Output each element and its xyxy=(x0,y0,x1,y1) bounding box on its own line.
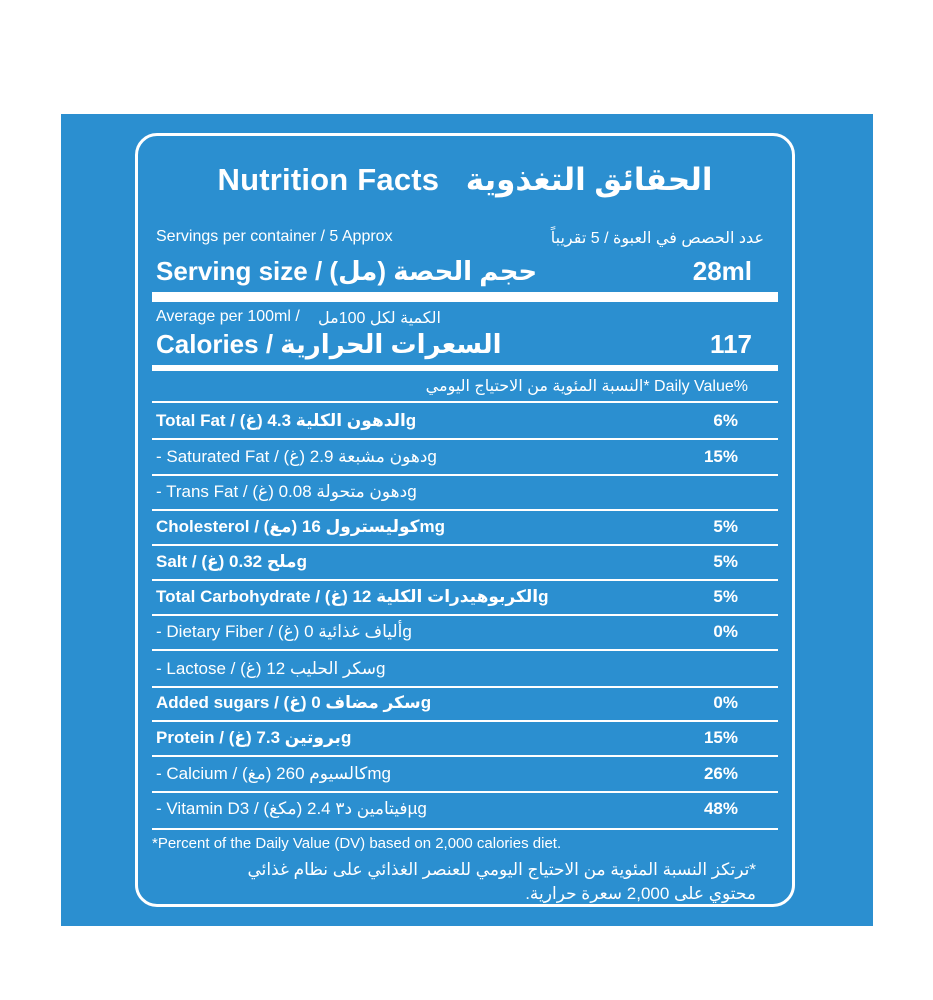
nutrient-percent: 6% xyxy=(713,411,738,430)
footnote-ar-line2: محتوي على 2,000 سعرة حرارية. xyxy=(525,884,756,903)
nutrient-label: Protein / (غ) بروتين 7.3g xyxy=(156,728,352,747)
nutrient-row xyxy=(154,477,776,507)
nutrient-label: - Dietary Fiber / (غ) ألياف غذائية 0g xyxy=(156,622,412,641)
nutrient-row xyxy=(154,512,776,542)
nutrient-row xyxy=(154,794,776,824)
nutrient-percent: 5% xyxy=(713,517,738,536)
nutrient-row xyxy=(154,582,776,612)
nutrient-label: - Saturated Fat / (غ) دهون مشبعة 2.9g xyxy=(156,447,437,466)
divider xyxy=(152,401,778,403)
nutrient-label: Cholesterol / (مغ) كوليسترول 16mg xyxy=(156,517,446,536)
nutrient-row xyxy=(154,617,776,647)
calories-label: Calories / السعرات الحرارية xyxy=(156,329,502,359)
nutrient-percent: 0% xyxy=(713,693,738,712)
daily-value-header: النسبة المئوية من الاحتياج اليومي* Daily Value% xyxy=(425,378,748,395)
row-divider xyxy=(152,438,778,440)
nutrient-row xyxy=(154,654,776,684)
serving-size-label: Serving size / (مل) حجم الحصة xyxy=(156,256,538,286)
row-divider xyxy=(152,791,778,793)
bottom-divider xyxy=(152,828,778,830)
nutrient-label: - Lactose / (غ) سكر الحليب 12g xyxy=(156,659,386,678)
nutrient-label: Added sugars / (غ) سكر مضاف 0g xyxy=(156,693,432,712)
medium-divider xyxy=(152,365,778,371)
row-divider xyxy=(152,720,778,722)
nutrient-label: - Calcium / (مغ) كالسيوم 260mg xyxy=(156,764,391,783)
nutrient-row xyxy=(154,759,776,789)
nutrition-facts-card xyxy=(135,133,795,907)
row-divider xyxy=(152,509,778,511)
row-divider xyxy=(152,755,778,757)
title-en: Nutrition Facts xyxy=(217,162,440,197)
nutrient-row xyxy=(154,688,776,718)
row-divider xyxy=(152,544,778,546)
nutrient-percent: 15% xyxy=(703,447,738,466)
calories-value: 117 xyxy=(710,329,752,359)
row-divider xyxy=(152,614,778,616)
nutrient-percent: 26% xyxy=(703,764,738,783)
row-divider xyxy=(152,579,778,581)
servings-en: Servings per container / 5 Approx xyxy=(156,228,393,245)
nutrient-percent: 0% xyxy=(713,622,738,641)
row-divider xyxy=(152,649,778,651)
nutrient-percent: 5% xyxy=(713,587,738,606)
nutrient-percent: 5% xyxy=(713,552,738,571)
footnote-ar-line1: *ترتكز النسبة المئوية من الاحتياج اليومي للعنصر الغذائي على نظام غذائي xyxy=(247,860,756,879)
nutrient-label: - Vitamin D3 / (مكغ) فيتامين د٣ 2.4µg xyxy=(156,799,427,818)
nutrient-percent: 48% xyxy=(703,799,738,818)
page-title xyxy=(138,162,792,198)
nutrient-row xyxy=(154,442,776,472)
nutrient-label: Total Fat / (غ) الدهون الكلية 4.3g xyxy=(156,411,417,430)
footnote-en: *Percent of the Daily Value (DV) based on 2,000 calories diet. xyxy=(152,835,562,852)
nutrient-percent: 15% xyxy=(703,728,738,747)
serving-size-value: 28ml xyxy=(692,256,752,286)
nutrient-row xyxy=(154,547,776,577)
nutrient-row xyxy=(154,723,776,753)
nutrient-label: Total Carbohydrate / (غ) الكربوهيدرات الكلية 12g xyxy=(156,587,549,606)
nutrient-label: - Trans Fat / (غ) دهون متحولة 0.08g xyxy=(156,482,417,501)
nutrition-panel xyxy=(61,114,873,926)
servings-ar: عدد الحصص في العبوة / 5 تقريباً xyxy=(550,230,764,247)
row-divider xyxy=(152,474,778,476)
nutrient-label: Salt / (غ) ملح 0.32g xyxy=(156,552,307,571)
average-ar: الكمية لكل 100مل xyxy=(318,310,441,327)
nutrient-row xyxy=(154,406,776,436)
average-en: Average per 100ml / xyxy=(156,308,300,325)
title-ar: الحقائق التغذوية xyxy=(465,162,713,197)
thick-divider xyxy=(152,292,778,302)
